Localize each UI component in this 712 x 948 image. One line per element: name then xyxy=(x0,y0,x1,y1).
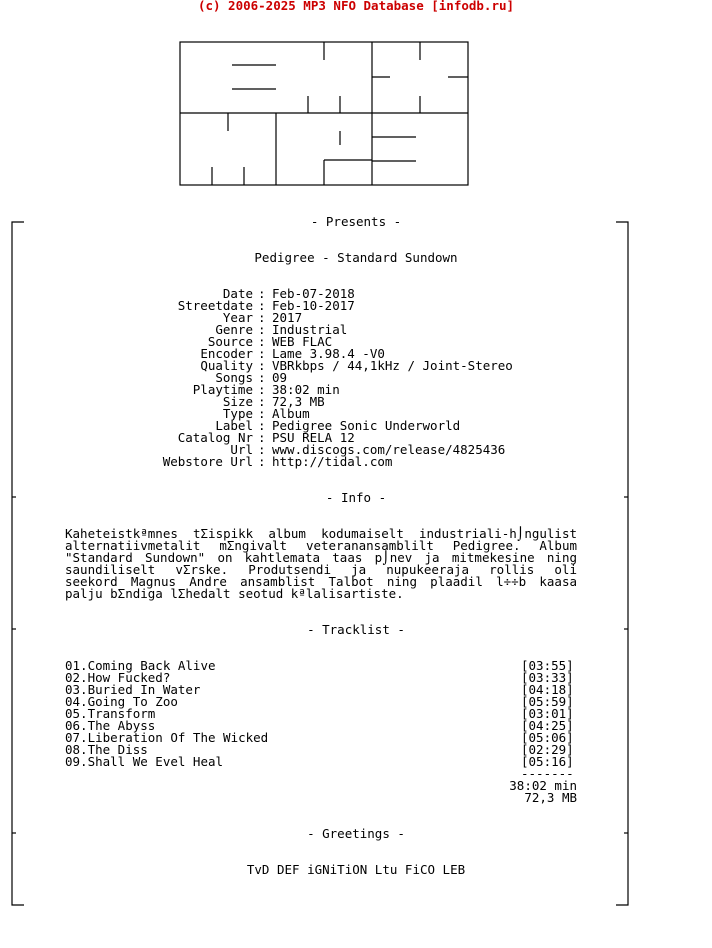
detail-label: Date xyxy=(222,286,253,301)
detail-value: www.discogs.com/release/4825436 xyxy=(272,442,506,457)
info-line: Kaheteistkªmnes tΣispikk album kodumaiselt industriali-h⌡ngulist xyxy=(65,526,577,541)
release-title: Pedigree - Standard Sundown xyxy=(254,250,458,265)
detail-colon: : xyxy=(258,454,266,469)
greetings-text: TvD DEF iGNiTiON Ltu FiCO LEB xyxy=(246,862,466,877)
detail-label: Year xyxy=(222,310,253,325)
detail-label: Encoder xyxy=(200,346,253,361)
detail-value: 2017 xyxy=(272,310,303,325)
track-title: 02.How Fucked? xyxy=(65,670,171,685)
track-duration: [05:06] xyxy=(521,730,574,745)
detail-value: Industrial xyxy=(272,322,348,337)
detail-colon: : xyxy=(258,298,266,313)
track-title: 06.The Abyss xyxy=(65,718,156,733)
track-title: 09.Shall We Evel Heal xyxy=(65,754,224,769)
track-title: 05.Transform xyxy=(65,706,156,721)
detail-value: Pedigree Sonic Underworld xyxy=(272,418,461,433)
detail-value: 38:02 min xyxy=(272,382,340,397)
detail-value: 09 xyxy=(272,370,288,385)
detail-value: PSU RELA 12 xyxy=(272,430,355,445)
info-line: seekord Magnus Andre ansamblist Talbot ning plaadil l÷÷b kaasa xyxy=(65,574,577,589)
detail-label: Catalog Nr xyxy=(177,430,253,445)
track-title: 01.Coming Back Alive xyxy=(65,658,216,673)
detail-colon: : xyxy=(258,370,266,385)
total-separator: ------- xyxy=(521,766,574,781)
track-duration: [04:25] xyxy=(521,718,574,733)
track-title: 07.Liberation Of The Wicked xyxy=(65,730,269,745)
detail-colon: : xyxy=(258,430,266,445)
total-size: 72,3 MB xyxy=(524,790,577,805)
detail-value: Lame 3.98.4 -V0 xyxy=(272,346,385,361)
track-duration: [04:18] xyxy=(521,682,574,697)
detail-label: Url xyxy=(230,442,253,457)
detail-label: Size xyxy=(222,394,253,409)
section-info: - Info - xyxy=(325,490,387,505)
section-presents: - Presents - xyxy=(310,214,402,229)
track-title: 08.The Diss xyxy=(65,742,148,757)
detail-label: Songs xyxy=(215,370,253,385)
detail-colon: : xyxy=(258,418,266,433)
detail-value: http://tidal.com xyxy=(272,454,393,469)
track-title: 04.Going To Zoo xyxy=(65,694,178,709)
track-duration: [03:33] xyxy=(521,670,574,685)
emx-mp3-logo xyxy=(180,42,468,185)
detail-colon: : xyxy=(258,358,266,373)
database-header: (c) 2006-2025 MP3 NFO Database [infodb.ru] xyxy=(197,0,515,13)
total-playtime: 38:02 min xyxy=(509,778,577,793)
detail-value: Feb-10-2017 xyxy=(272,298,355,313)
info-line: palju bΣndiga lΣhedalt seotud kªlalisartiste. xyxy=(65,586,404,601)
info-line: saundiliselt vΣrske. Produtsendi ja nupukeeraja rollis oli xyxy=(65,562,577,577)
detail-colon: : xyxy=(258,442,266,457)
detail-value: 72,3 MB xyxy=(272,394,325,409)
info-line: "Standard Sundown" on kahtlemata taas p⌡nev ja mitmekesine ning xyxy=(65,550,577,565)
detail-value: Album xyxy=(272,406,310,421)
detail-label: Playtime xyxy=(192,382,253,397)
detail-label: Streetdate xyxy=(177,298,253,313)
track-duration: [03:01] xyxy=(521,706,574,721)
track-duration: [02:29] xyxy=(521,742,574,757)
section-tracklist: - Tracklist - xyxy=(307,622,405,637)
detail-label: Quality xyxy=(200,358,253,373)
detail-label: Label xyxy=(215,418,253,433)
detail-colon: : xyxy=(258,394,266,409)
section-greetings: - Greetings - xyxy=(307,826,405,841)
detail-colon: : xyxy=(258,382,266,397)
detail-label: Webstore Url xyxy=(162,454,253,469)
detail-label: Genre xyxy=(215,322,253,337)
detail-label: Source xyxy=(207,334,253,349)
track-duration: [03:55] xyxy=(521,658,574,673)
detail-label: Type xyxy=(222,406,253,421)
detail-colon: : xyxy=(258,322,266,337)
track-duration: [05:59] xyxy=(521,694,574,709)
detail-colon: : xyxy=(258,406,266,421)
track-title: 03.Buried In Water xyxy=(65,682,201,697)
detail-colon: : xyxy=(258,310,266,325)
info-line: alternatiivmetalit mΣngivalt veteranansamblilt Pedigree. Album xyxy=(65,538,577,553)
detail-colon: : xyxy=(258,286,266,301)
detail-value: Feb-07-2018 xyxy=(272,286,355,301)
detail-value: WEB FLAC xyxy=(272,334,333,349)
detail-colon: : xyxy=(258,346,266,361)
track-duration: [05:16] xyxy=(521,754,574,769)
detail-value: VBRkbps / 44,1kHz / Joint-Stereo xyxy=(272,358,513,373)
detail-colon: : xyxy=(258,334,266,349)
